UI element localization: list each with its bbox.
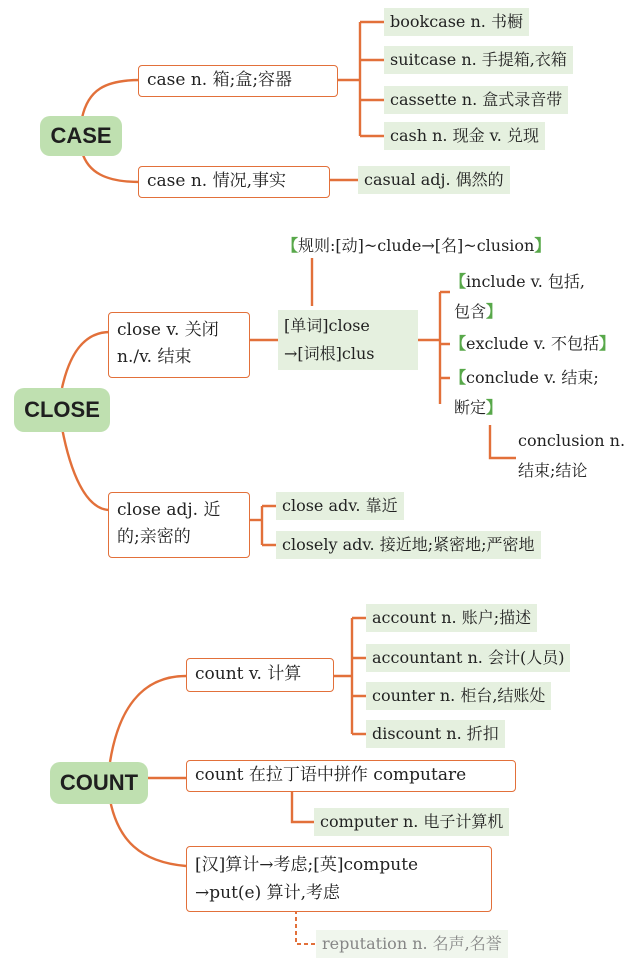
case-leaf-suitcase: suitcase n. 手提箱,衣箱 — [384, 46, 573, 74]
close-mid-line2: →[词根]clus — [284, 344, 375, 363]
close-root-node: CLOSE — [14, 388, 110, 432]
word-text: conclude v. 结束; — [466, 368, 599, 387]
count-leaf-discount: discount n. 折扣 — [366, 720, 505, 748]
close-branch-verb — [108, 312, 250, 378]
rule-text: 规则:[动]~clude→[名]~clusion — [298, 236, 535, 255]
count-leaf-accountant: accountant n. 会计(人员) — [366, 644, 570, 672]
word-text: 断定 — [454, 398, 487, 417]
count-branch-compute — [186, 846, 492, 912]
bracket-open: 【 — [450, 334, 467, 353]
close-branch-adj-line1: close adj. 近 — [117, 500, 221, 520]
close-branch-verb-line2: n./v. 结束 — [117, 347, 192, 367]
bracket-close: 】 — [486, 398, 503, 417]
case-leaf-casual: casual adj. 偶然的 — [358, 166, 510, 194]
close-word-conclude — [450, 364, 599, 392]
close-conclusion — [518, 426, 625, 486]
count-leaf-reputation: reputation n. 名声,名誉 — [316, 930, 508, 958]
close-leaf-closely: closely adv. 接近地;紧密地;严密地 — [276, 531, 541, 559]
bracket-open: 【 — [450, 272, 467, 291]
count-branch-verb: count v. 计算 — [186, 658, 334, 692]
count-root-node: COUNT — [50, 762, 148, 804]
case-root-node: CASE — [40, 116, 122, 156]
bracket-close: 】 — [599, 334, 616, 353]
rule-close-bracket: 】 — [534, 236, 551, 255]
close-branch-adj — [108, 492, 250, 558]
case-branch-situation: case n. 情况,事实 — [138, 166, 330, 198]
close-root-word-node — [278, 310, 418, 370]
bracket-close: 】 — [486, 302, 503, 321]
word-text: include v. 包括, — [466, 272, 586, 291]
rule-open-bracket: 【 — [282, 236, 299, 255]
close-mid-line1: [单词]close — [284, 316, 370, 335]
close-branch-adj-line2: 的;亲密的 — [117, 527, 191, 547]
conclusion-line1: conclusion n. — [518, 431, 626, 450]
case-branch-container: case n. 箱;盒;容器 — [138, 65, 338, 97]
case-leaf-cash: cash n. 现金 v. 兑现 — [384, 122, 545, 150]
close-word-include — [450, 268, 585, 296]
count-branch-latin: count 在拉丁语中拼作 computare — [186, 760, 516, 792]
close-branch-verb-line1: close v. 关闭 — [117, 320, 219, 340]
bracket-open: 【 — [450, 368, 467, 387]
close-word-conclude-cont — [454, 394, 502, 422]
word-text: exclude v. 不包括 — [466, 334, 600, 353]
close-rule — [282, 232, 550, 260]
close-leaf-close-adv: close adv. 靠近 — [276, 492, 404, 520]
conclusion-line2: 结束;结论 — [518, 461, 588, 480]
word-text: 包含 — [454, 302, 487, 321]
close-word-exclude — [450, 330, 615, 358]
case-leaf-bookcase: bookcase n. 书橱 — [384, 8, 529, 36]
close-word-include-cont — [454, 298, 502, 326]
count-branch-compute-line1: [汉]算计→考虑;[英]compute — [195, 855, 419, 875]
case-leaf-cassette: cassette n. 盒式录音带 — [384, 86, 568, 114]
count-leaf-counter: counter n. 柜台,结账处 — [366, 682, 551, 710]
count-leaf-account: account n. 账户;描述 — [366, 604, 537, 632]
count-leaf-computer: computer n. 电子计算机 — [314, 808, 509, 836]
count-branch-compute-line2: →put(e) 算计,考虑 — [195, 883, 341, 903]
